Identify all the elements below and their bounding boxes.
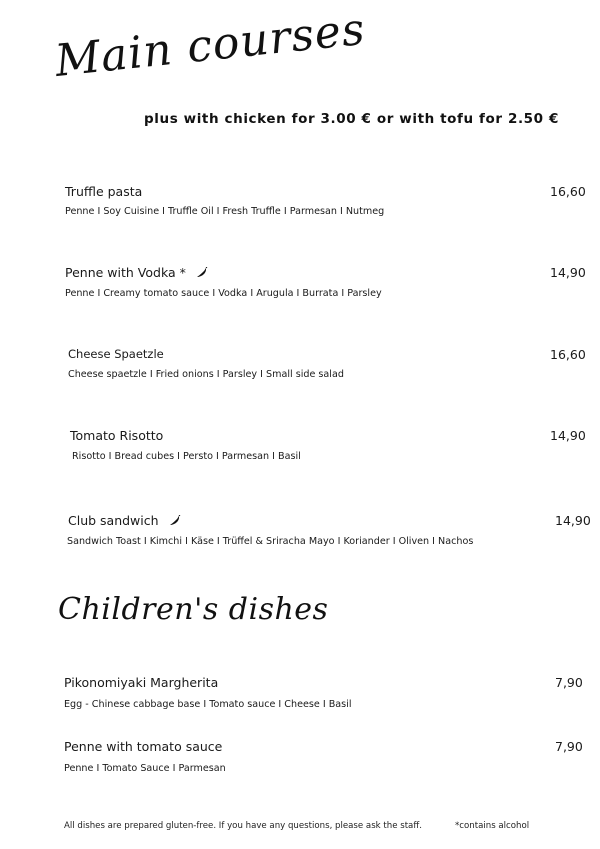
dish-description: Sandwich Toast I Kimchi I Käse I Trüffel & Sriracha Mayo I Koriander I Oliven I Nachos: [67, 536, 474, 547]
dish-price: 14,90: [555, 513, 591, 528]
dish-name: Club sandwich: [68, 513, 181, 528]
dish-name: Cheese Spaetzle: [68, 347, 164, 361]
gluten-free-note: All dishes are prepared gluten-free. If you have any questions, please ask the staff.: [64, 821, 422, 831]
dish-name: Tomato Risotto: [70, 428, 164, 443]
dish-price: 7,90: [555, 675, 583, 690]
dish-price: 16,60: [550, 347, 586, 362]
dish-name: Penne with tomato sauce: [64, 739, 223, 754]
chili-pepper-icon: [196, 267, 208, 279]
dish-description: Risotto I Bread cubes I Persto I Parmesan I Basil: [72, 451, 301, 462]
dish-price: 14,90: [550, 265, 586, 280]
dish-price: 16,60: [550, 184, 586, 199]
childrens-dishes-title: Children's dishes: [58, 592, 329, 627]
main-courses-title: Main courses: [52, 3, 368, 87]
add-protein-subtitle: plus with chicken for 3.00 € or with tofu for 2.50 €: [144, 111, 559, 127]
dish-description: Penne I Soy Cuisine I Truffle Oil I Fresh Truffle I Parmesan I Nutmeg: [65, 206, 385, 217]
dish-name: Truffle pasta: [65, 184, 143, 199]
alcohol-note: *contains alcohol: [455, 821, 530, 831]
dish-price: 14,90: [550, 428, 586, 443]
dish-name: Penne with Vodka *: [65, 265, 208, 280]
dish-description: Penne I Tomato Sauce I Parmesan: [64, 763, 226, 774]
dish-description: Cheese spaetzle I Fried onions I Parsley I Small side salad: [68, 369, 344, 380]
dish-description: Egg - Chinese cabbage base I Tomato sauce I Cheese I Basil: [64, 699, 352, 710]
chili-pepper-icon: [169, 515, 181, 527]
dish-name: Pikonomiyaki Margherita: [64, 675, 219, 690]
dish-price: 7,90: [555, 739, 583, 754]
dish-description: Penne I Creamy tomato sauce I Vodka I Arugula I Burrata I Parsley: [65, 288, 382, 299]
